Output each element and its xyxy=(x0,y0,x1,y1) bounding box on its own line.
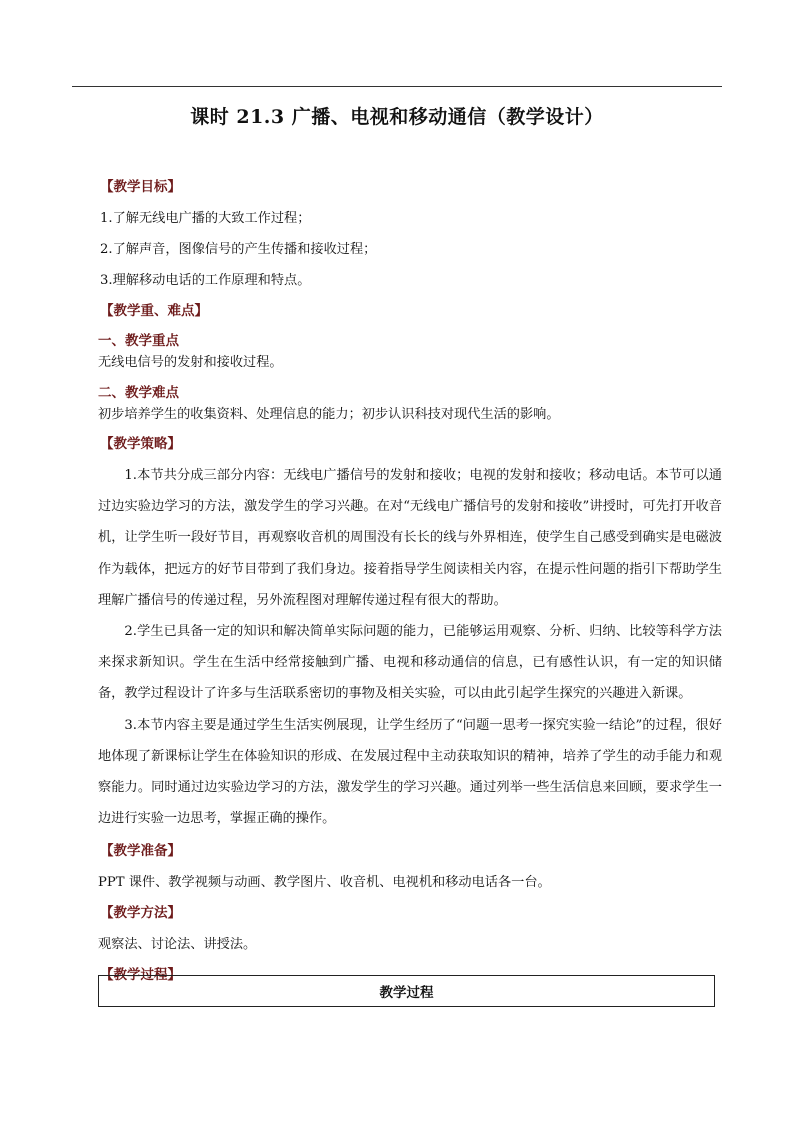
page-title: 课时 21.3 广播、电视和移动通信（教学设计） xyxy=(190,106,604,128)
difficulty-text: 初步培养学生的收集资料、处理信息的能力；初步认识科技对现代生活的影响。 xyxy=(98,407,560,422)
strategy-heading: 【教学策略】 xyxy=(100,436,181,452)
objective-item-2: 2.了解声音，图像信号的产生传播和接收过程； xyxy=(100,242,377,257)
strategy-paragraph-3: 3.本节内容主要是通过学生生活实例展现，让学生经历了“问题一思考一探究实验一结论”的过程，很好地体现了新课标让学生在体验知识的形成、在发展过程中主动获取知识的精神，培养了学生的动手能力和观察能力。同时通过边实验边学习的方法，激发学生的学习兴趣。通过列举一些生活信息来回顾，要求学生一边进行实验一边思考，掌握正确的操作。 xyxy=(98,717,722,827)
key-point-text: 无线电信号的发射和接收过程。 xyxy=(98,355,283,370)
objective-item-1: 1.了解无线电广播的大致工作过程； xyxy=(100,211,311,226)
preparation-heading: 【教学准备】 xyxy=(100,843,181,860)
strategy-paragraph-2: 2.学生已具备一定的知识和解决简单实际问题的能力，已能够运用观察、分析、归纳、比较等科学方法来探求新知识。学生在生活中经常接触到广播、电视和移动通信的信息，已有感性认识，有一定的知识储备，教学过程设计了许多与生活联系密切的事物及相关实验，可以由此引起学生探究的兴趣进入新课。 xyxy=(98,624,722,702)
document-body xyxy=(98,172,722,991)
header-rule xyxy=(72,86,722,87)
key-difficulty-heading: 【教学重、难点】 xyxy=(100,303,208,319)
key-point-title: 一、教学重点 xyxy=(98,333,179,349)
method-heading: 【教学方法】 xyxy=(100,905,181,922)
process-heading: 【教学过程】 xyxy=(100,967,181,984)
strategy-paragraph-1: 1.本节共分成三部分内容：无线电广播信号的发射和接收；电视的发射和接收；移动电话。本节可以通过边实验边学习的方法，激发学生的学习兴趣。在对“无线电广播信号的发射和接收”讲授时，可先打开收音机，让学生听一段好节目，再观察收音机的周围没有长长的线与外界相连，使学生自己感受到确实是电磁波作为载体，把远方的好节目带到了我们身边。接着指导学生阅读相关内容，在提示性问题的指引下帮助学生理解广播信号的传递过程，另外流程图对理解传递过程有很大的帮助。 xyxy=(98,468,722,608)
method-text: 观察法、讨论法、讲授法。 xyxy=(98,937,257,953)
process-table-header-label: 教学过程 xyxy=(379,985,434,1001)
preparation-text: PPT 课件、教学视频与动画、教学图片、收音机、电视机和移动电话各一台。 xyxy=(98,875,551,891)
difficulty-title: 二、教学难点 xyxy=(98,385,179,401)
objectives-heading: 【教学目标】 xyxy=(100,179,181,195)
process-table-header xyxy=(98,975,715,1007)
objective-item-3: 3.理解移动电话的工作原理和特点。 xyxy=(100,273,311,288)
